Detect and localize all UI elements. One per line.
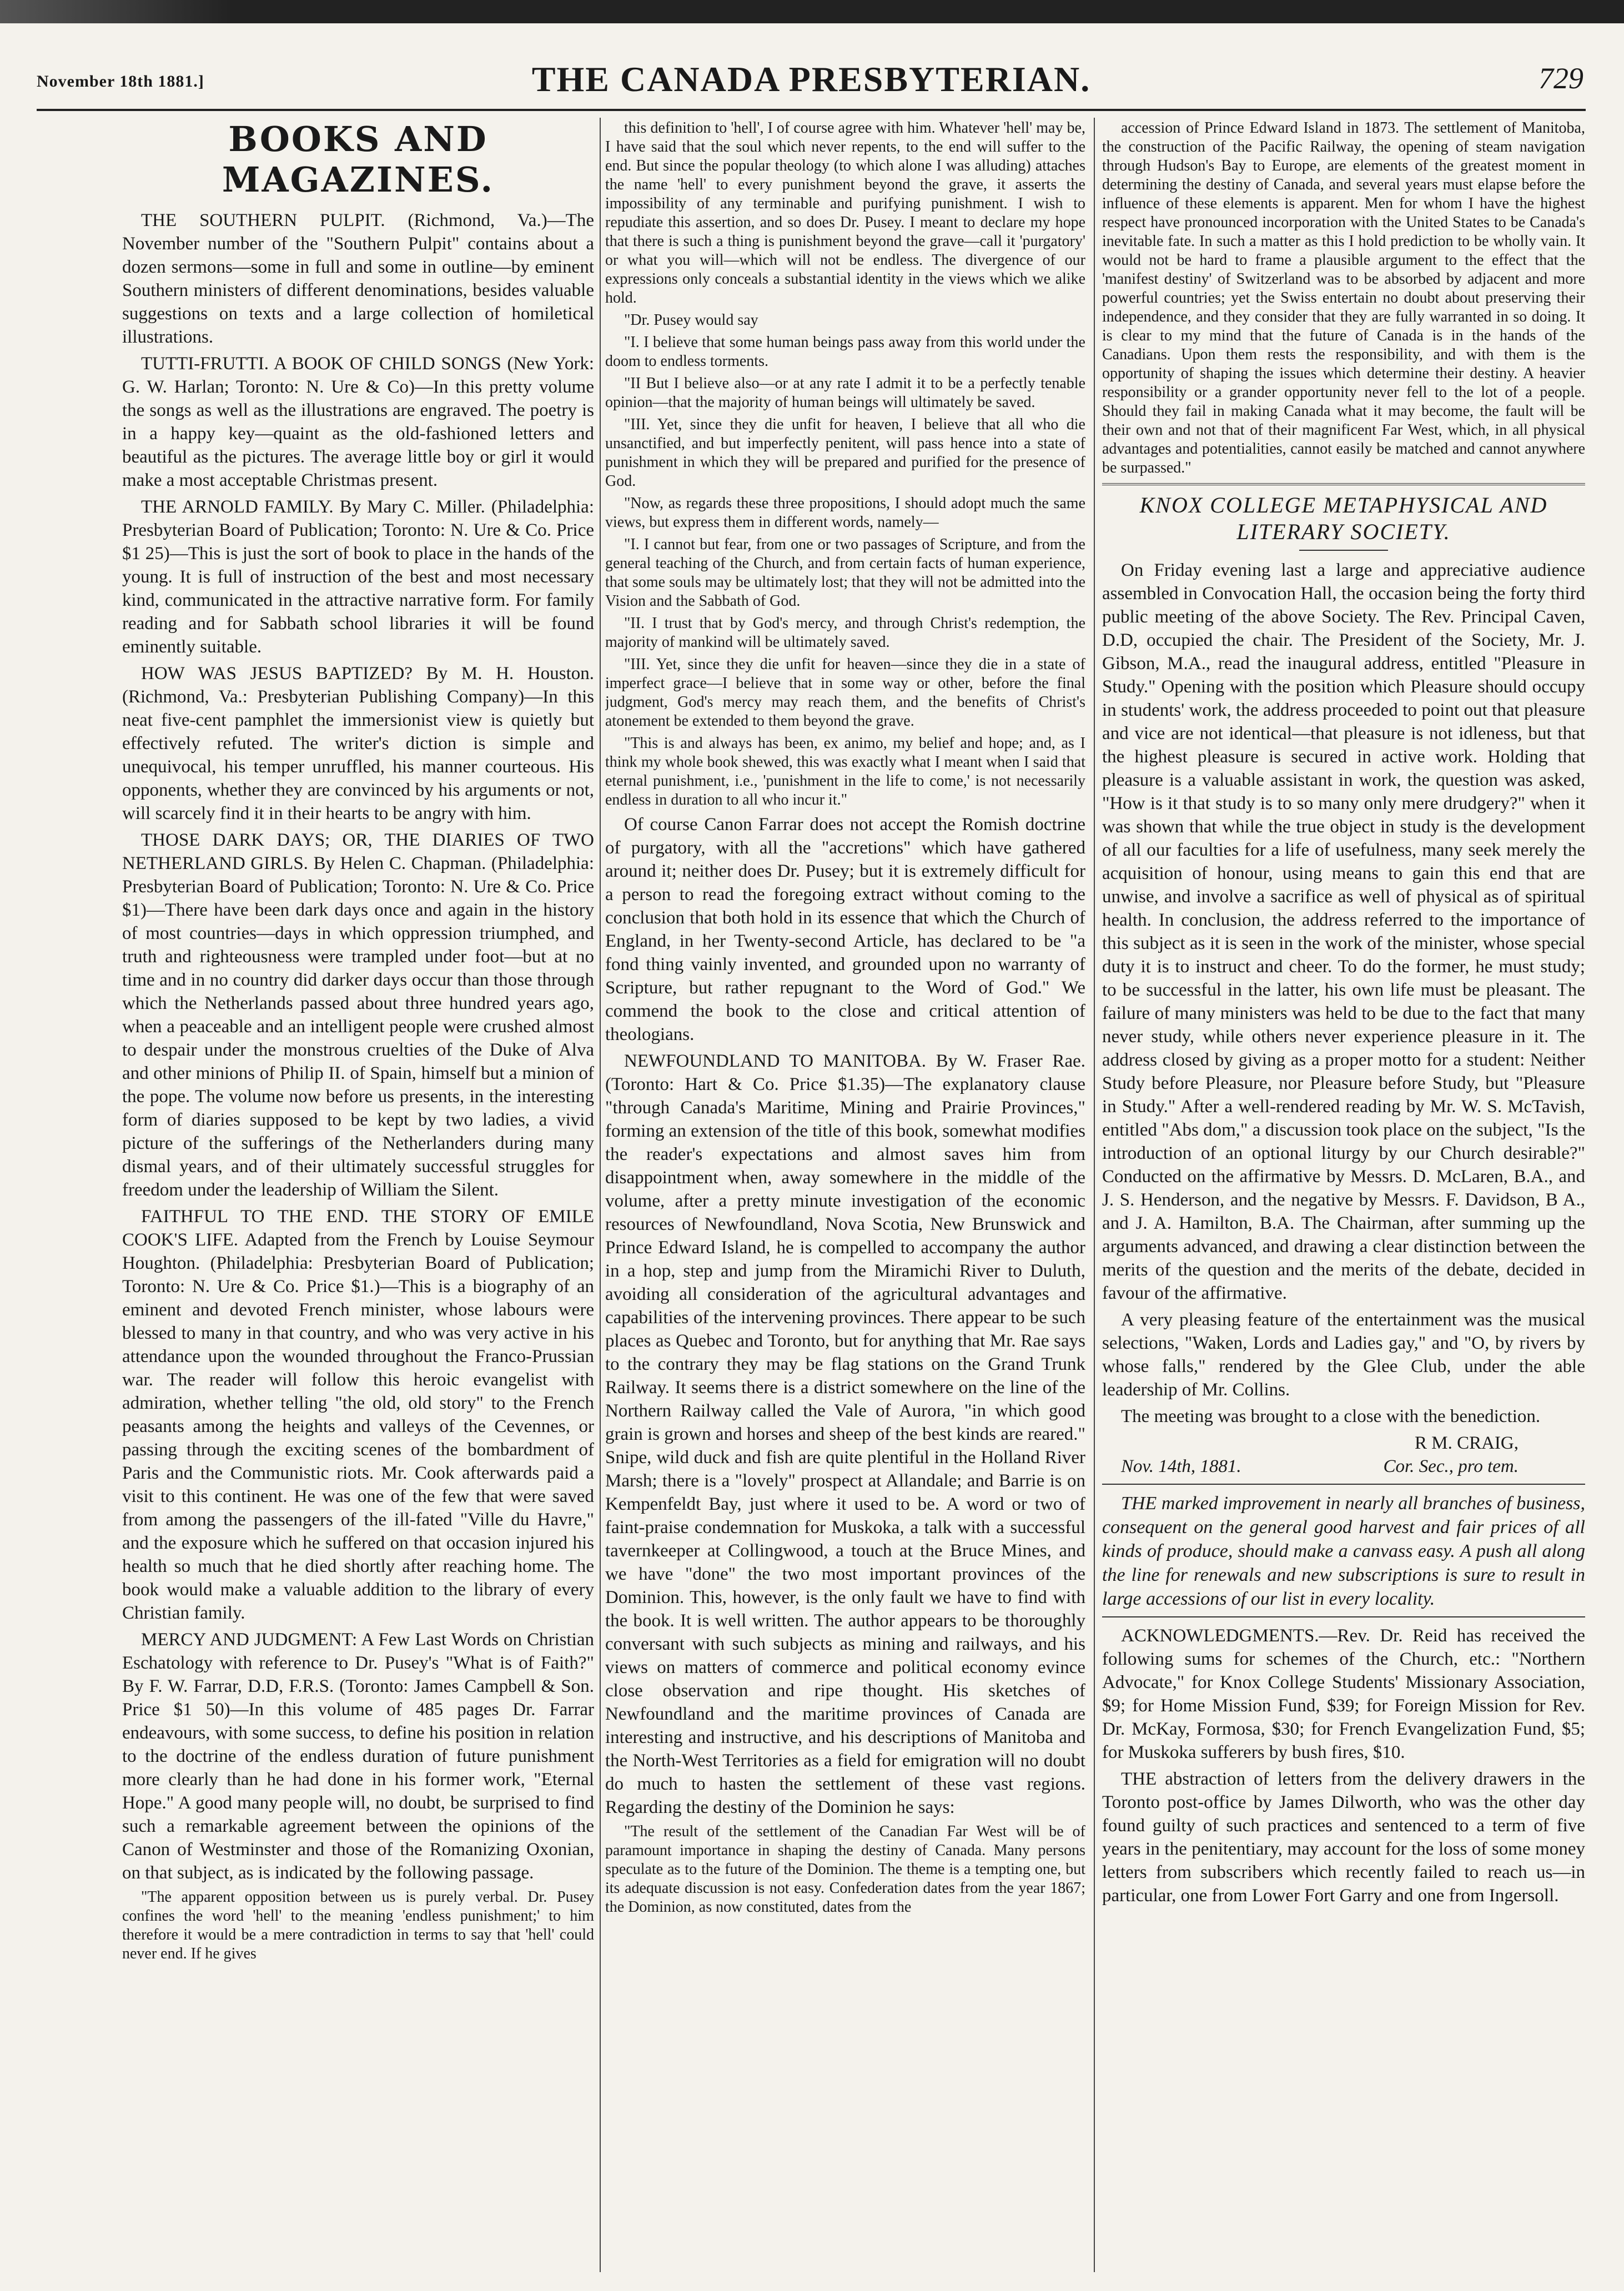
signature-name: R M. CRAIG, <box>1414 1433 1519 1453</box>
page-header <box>37 56 1586 105</box>
quotation: "III. Yet, since they die unfit for heaven—since they die in a state of imperfect grace—I believe that in some way or other, before the final judgment, God's mercy may reach them, and the benefits of Christ's atonement be extended to them beyond the grave. <box>605 656 1085 730</box>
review-those-dark-days: THOSE DARK DAYS; OR, THE DIARIES OF TWO NETHERLAND GIRLS. By Helen C. Chapman. (Philadelphia: Presbyterian Board of Publication; Toronto: N. Ure & Co. Price $1)—There have been dark days once and again in the history of most countries—days in which oppression triumphed, and truth and righteousness were trampled under foot—but at no time and in no country did darker days occur than those through which the Netherlands passed about three hundred years ago, when a peaceable and an intelligent people were crushed almost to despair under the monstrous cruelties of the Duke of Alva and other minions of Philip II. of Spain, himself but a minion of the pope. The volume now before us presents, in the interesting form of diaries supposed to be kept by two ladies, a vivid picture of the sufferings of the Netherlanders during many dismal years, and of their ultimately successful struggles for freedom under the leadership of William the Silent. <box>122 830 594 1200</box>
section-divider <box>1102 483 1585 485</box>
business-notice: THE marked improvement in nearly all branches of business, consequent on the general good harvest and fair prices of all kinds of produce, should make a canvass easy. A push all along the line for renewals and new subscriptions is sure to result in large accessions of our list in every locality. <box>1102 1493 1585 1609</box>
quotation: accession of Prince Edward Island in 1873. The settlement of Manitoba, the construction of the Pacific Railway, the opening of steam navigation through Hudson's Bay to Europe, are elements of the greatest moment in determining the destiny of Canada, and several years must elapse before the influence of these elements is apparent. Men for whom I have the highest respect have pronounced incorporation with the United States to be Canada's inevitable fate. In such a matter as this I hold prediction to be wholly vain. It would not be hard to frame a plausible argument to the effect that the 'manifest destiny' of Switzerland was to be absorbed by adjacent and more powerful countries; yet the Swiss entertain no doubt about preserving their independence, and they consider that they are fully warranted in so doing. It is clear to my mind that the future of Canada is in the hands of the Canadians. Upon them rests the responsibility, and with them is the opportunity of shaping the issues which determine their destiny. A heavier responsibility or a grander opportunity never fell to the lot of a people. Should they fail in making Canada what it may become, the fault will be their own and not that of their magnificent Far West, which, in all physical advantages and potentialities, cannot easily be matched and cannot anywhere be surpassed." <box>1102 119 1585 476</box>
quotation: "This is and always has been, ex animo, my belief and hope; and, as I think my whole book shewed, this was exactly what I meant when I said that eternal punishment, i.e., 'punishment in the life to come,' is not necessarily endless in duration to all who incur it." <box>605 735 1085 808</box>
signature-line <box>1102 1431 1585 1455</box>
review-southern-pulpit: THE SOUTHERN PULPIT. (Richmond, Va.)—The November number of the "Southern Pulpit" contains about a dozen sermons—some in full and some in outline—by eminent Southern ministers of different denominations, besides valuable suggestions on texts and a large collection of homiletical illustrations. <box>122 210 594 347</box>
column-3 <box>1102 119 1585 2273</box>
review-mercy-and-judgment: MERCY AND JUDGMENT: A Few Last Words on Christian Eschatology with reference to Dr. Pusey's "What is of Faith?" By F. W. Farrar, D.D, F.R.S. (Toronto: James Campbell & Son. Price $1 50)—In this volume of 485 pages Dr. Farrar endeavours, with some success, to define his position in relation to the doctrine of the endless duration of future punishment more clearly than he had done in his former work, "Eternal Hope." A good many people will, no doubt, be surprised to find such a remarkable agreement between the opinions of the Canon of Westminster and those of the Romanizing Oxonian, on that subject, as is indicated by the following passage. <box>122 1630 594 1883</box>
newspaper-title: THE CANADA PRESBYTERIAN. <box>531 59 1091 99</box>
quotation: "I. I cannot but fear, from one or two passages of Scripture, and from the general teaching of the Church, and from certain facts of human experience, that some souls may be ultimately lost; that they will not be admitted into the Vision and the Sabbath of God. <box>605 536 1085 610</box>
quotation: "The apparent opposition between us is purely verbal. Dr. Pusey confines the word 'hell' to the meaning 'endless punishment;' to him therefore it would be a mere contradiction in terms to say that 'hell' could never end. If he gives <box>122 1888 594 1962</box>
review-tutti-frutti: TUTTI-FRUTTI. A BOOK OF CHILD SONGS (New York: G. W. Harlan; Toronto: N. Ure & Co)—In this pretty volume the songs as well as the illustrations are engraved. The poetry is in a happy key—quaint as the old-fashioned letters and beautiful as the pictures. The average little boy or girl it would make a most acceptable Christmas present. <box>122 354 594 490</box>
page-number: 729 <box>1538 62 1583 95</box>
quotation: "The result of the settlement of the Canadian Far West will be of paramount importance in shaping the destiny of Canada. Many persons speculate as to the future of the Dominion. The theme is a tempting one, but its adequate discussion is not easy. Confederation dates from the year 1867; the Dominion, as now constituted, dates from the <box>605 1823 1085 1916</box>
section-divider <box>1102 1484 1585 1485</box>
quotation: this definition to 'hell', I of course agree with him. Whatever 'hell' may be, I have said that the soul which never repents, to the end will suffer to the end. But since the popular theology (to which alone I was alluding) attaches the name 'hell' to every punishment beyond the grave, it asserts the impossibility of any terminable and purifying punishment. I wish to repudiate this assertion, and so does Dr. Pusey. I meant to declare my hope that there is such a thing is punishment beyond the grave—call it 'purgatory' or what you will—which will not be endless. The divergence of our expressions only conceals a substantial identity in the views which we alike hold. <box>605 119 1085 307</box>
top-scan-band <box>0 0 1624 23</box>
review-arnold-family: THE ARNOLD FAMILY. By Mary C. Miller. (Philadelphia: Presbyterian Board of Publication; Toronto: N. Ure & Co. Price $1 25)—This is just the sort of book to place in the hands of the young. It is full of instruction of the best and most necessary kind, communicated in the attractive narrative form. For family reading and for Sabbath school libraries it will be found eminently suitable. <box>122 497 594 657</box>
column-rule-1 <box>600 118 601 2272</box>
quotation: "III. Yet, since they die unfit for heaven, I believe that all who die unsanctified, and but imperfectly penitent, will pass hence into a state of punishment in which they will be prepared and purified for the presence of God. <box>605 416 1085 490</box>
quotation: "Dr. Pusey would say <box>624 312 758 329</box>
signature-date: Nov. 14th, 1881. <box>1121 1456 1241 1476</box>
column-1 <box>122 119 594 2273</box>
signature-line <box>1102 1455 1585 1478</box>
section-divider <box>1102 1616 1585 1617</box>
quotation: "II But I believe also—or at any rate I admit it to be a perfectly tenable opinion—that the majority of human beings will ultimately be saved. <box>605 375 1085 411</box>
society-report-paragraph: The meeting was brought to a close with the benediction. <box>1121 1406 1541 1426</box>
commentary-paragraph: Of course Canon Farrar does not accept the Romish doctrine of purgatory, with all the "accretions" which have gathered around it; neither does Dr. Pusey; but it is extremely difficult for a person to read the foregoing extract without coming to the conclusion that both hold in its essence that which the Church of England, in her Twenty-second Article, has declared to be "a fond thing vainly invented, and grounded upon no warranty of Scripture, but rather repugnant to the Word of God." We commend the book to the close and critical attention of theologians. <box>605 815 1085 1044</box>
column-rule-2 <box>1094 118 1095 2272</box>
column-2 <box>605 119 1085 2273</box>
section-heading-knox-college: KNOX COLLEGE METAPHYSICAL AND LITERARY SOCIETY. <box>1139 493 1548 544</box>
short-rule <box>1299 550 1388 551</box>
review-faithful-to-the-end: FAITHFUL TO THE END. THE STORY OF EMILE COOK'S LIFE. Adapted from the French by Louise Seymour Houghton. (Philadelphia: Presbyterian Board of Publication; Toronto: N. Ure & Co. Price $1.)—This is a biography of an eminent and devoted French minister, whose labours were blessed to many in that country, and who was very active in his attendance upon the wounded throughout the Franco-Prussian war. The reader will follow this heroic evangelist with admiration, whether telling "the old, old story" to the French peasants among the heights and valleys of the Cevennes, or passing through the exciting scenes of the bombardment of Paris and the Communistic riots. Mr. Cook afterwards paid a visit to this continent. He was one of the few that were saved from among the passengers of the ill-fated "Ville du Havre," and the exposure which he suffered on that occasion injured his health so much that he died shortly after reaching home. The book would make a valuable addition to the library of every Christian family. <box>122 1207 594 1623</box>
issue-date: November 18th 1881.] <box>37 72 204 91</box>
quotation: "Now, as regards these three propositions, I should adopt much the same views, but express them in different words, namely— <box>605 495 1085 531</box>
society-report-paragraph: A very pleasing feature of the entertainment was the musical selections, "Waken, Lords and Ladies gay," and "O, by rivers by whose falls," rendered by the Glee Club, under the able leadership of Mr. Collins. <box>1102 1310 1585 1400</box>
section-heading-books: BOOKS AND MAGAZINES. <box>222 119 495 200</box>
review-newfoundland-to-manitoba: NEWFOUNDLAND TO MANITOBA. By W. Fraser Rae. (Toronto: Hart & Co. Price $1.35)—The explanatory clause "through Canada's Maritime, Mining and Prairie Provinces," forming an extension of the title of this book, somewhat modifies the reader's expectations and almost saves him from disappointment when, away somewhere in the middle of the volume, after a pretty minute investigation of the economic resources of Newfoundland, Nova Scotia, New Brunswick and Prince Edward Island, he is compelled to accompany the author in a hop, step and jump from the Miramichi River to Duluth, avoiding all consideration of the agricultural advantages and capabilities of the intervening provinces. There appear to be such places as Quebec and Toronto, but for anything that Mr. Rae says to the contrary they may be flag stations on the Grand Trunk Railway. It seems there is a district somewhere on the line of the Northern Railway called the Vale of Aurora, "in which good grain is grown and horses and sheep of the best kinds are reared." Snipe, wild duck and fish are quite plentiful in the Holland River Marsh; there is a "lovely" prospect at Allandale; and Barrie is on Kempenfeldt Bay, just where it used to be. A word or two of faint-praise condemnation for Muskoka, a talk with a successful tavernkeeper at Collingwood, a touch at the Bruce Mines, and we have "done" the two most important provinces of the Dominion. This, however, is the only fault we have to find with the book. It is well written. The author appears to be thoroughly conversant with such subjects as mining and railways, and his views on matters of commerce and political economy evince close observation and ripe thought. His sketches of Newfoundland and the maritime provinces of Canada are interesting and instructive, and his descriptions of Manitoba and the North-West Territories as a field for emigration will no doubt do much to hasten the settlement of these vast regions. Regarding the destiny of the Dominion he says: <box>605 1051 1085 1817</box>
signature-title: Cor. Sec., pro tem. <box>1383 1456 1519 1476</box>
quotation: "I. I believe that some human beings pass away from this world under the doom to endless torments. <box>605 334 1085 370</box>
quotation: "II. I trust that by God's mercy, and through Christ's redemption, the majority of mankind will be ultimately saved. <box>605 615 1085 651</box>
society-report-paragraph: On Friday evening last a large and appreciative audience assembled in Convocation Hall, the occasion being the forty third public meeting of the above Society. The Rev. Principal Caven, D.D, occupied the chair. The President of the Society, Mr. J. Gibson, M.A., read the inaugural address, entitled "Pleasure in Study." Opening with the position which Pleasure should occupy in students' work, the address proceeded to point out that pleasure and vice are not identical—that pleasure is not idleness, but that the highest pleasure is secured in active work. Holding that pleasure is a valuable assistant in work, the question was asked, "How is it that study is to so many only mere drudgery?" when it was shown that while the true object in study is the development of all our faculties for a life of usefulness, many seek merely the acquisition of honour, using means to gain this end that are unwise, and involve a sacrifice as well of physical as of spiritual health. In conclusion, the address referred to the importance of this subject as it is seen in the work of the minister, whose special duty it is to instruct and cheer. To do the former, he must study; to be successful in the latter, his own life must be pleasant. The failure of many ministers was held to be due to the fact that many never study, while others never experience pleasure in it. The address closed by giving as a proper motto for a student: Neither Study before Pleasure, nor Pleasure before Study, but "Pleasure in Study." After a well-rendered reading by Mr. W. S. McTavish, entitled "Abs dom," a discussion took place on the subject, "Is the introduction of an optional liturgy by our Church desirable?" Conducted on the affirmative by Messrs. D. McLaren, B.A., and J. S. Henderson, and the negative by Messrs. F. Davidson, B A., and J. A. Hamilton, B.A. The Chairman, after summing up the arguments advanced, and drawing a clear distinction between the merits of the question and the merits of the debate, decided in favour of the affirmative. <box>1102 560 1585 1303</box>
post-office-paragraph: THE abstraction of letters from the delivery drawers in the Toronto post-office by James Dilworth, who was the other day found guilty of such practices and sentenced to a term of five years in the penitentiary, may account for the loss of some money letters from subscribers which recently failed to reach us—in particular, one from Lower Fort Garry and one from Ingersoll. <box>1102 1769 1585 1906</box>
header-rule <box>37 109 1586 111</box>
review-how-was-jesus-baptized: HOW WAS JESUS BAPTIZED? By M. H. Houston. (Richmond, Va.: Presbyterian Publishing Company)—In this neat five-cent pamphlet the immersionist view is quietly but effectively refuted. The writer's diction is simple and unequivocal, his temper unruffled, his manner courteous. His opponents, whether they are convinced by his arguments or not, will scarcely find it in their hearts to be angry with him. <box>122 664 594 823</box>
acknowledgments-paragraph: ACKNOWLEDGMENTS.—Rev. Dr. Reid has received the following sums for schemes of the Church, etc.: "Northern Advocate," for Knox College Students' Missionary Association, $9; for Home Mission Fund, $39; for Foreign Mission for Rev. Dr. McKay, Formosa, $30; for French Evangelization Fund, $5; for Muskoka sufferers by bush fires, $10. <box>1102 1626 1585 1762</box>
